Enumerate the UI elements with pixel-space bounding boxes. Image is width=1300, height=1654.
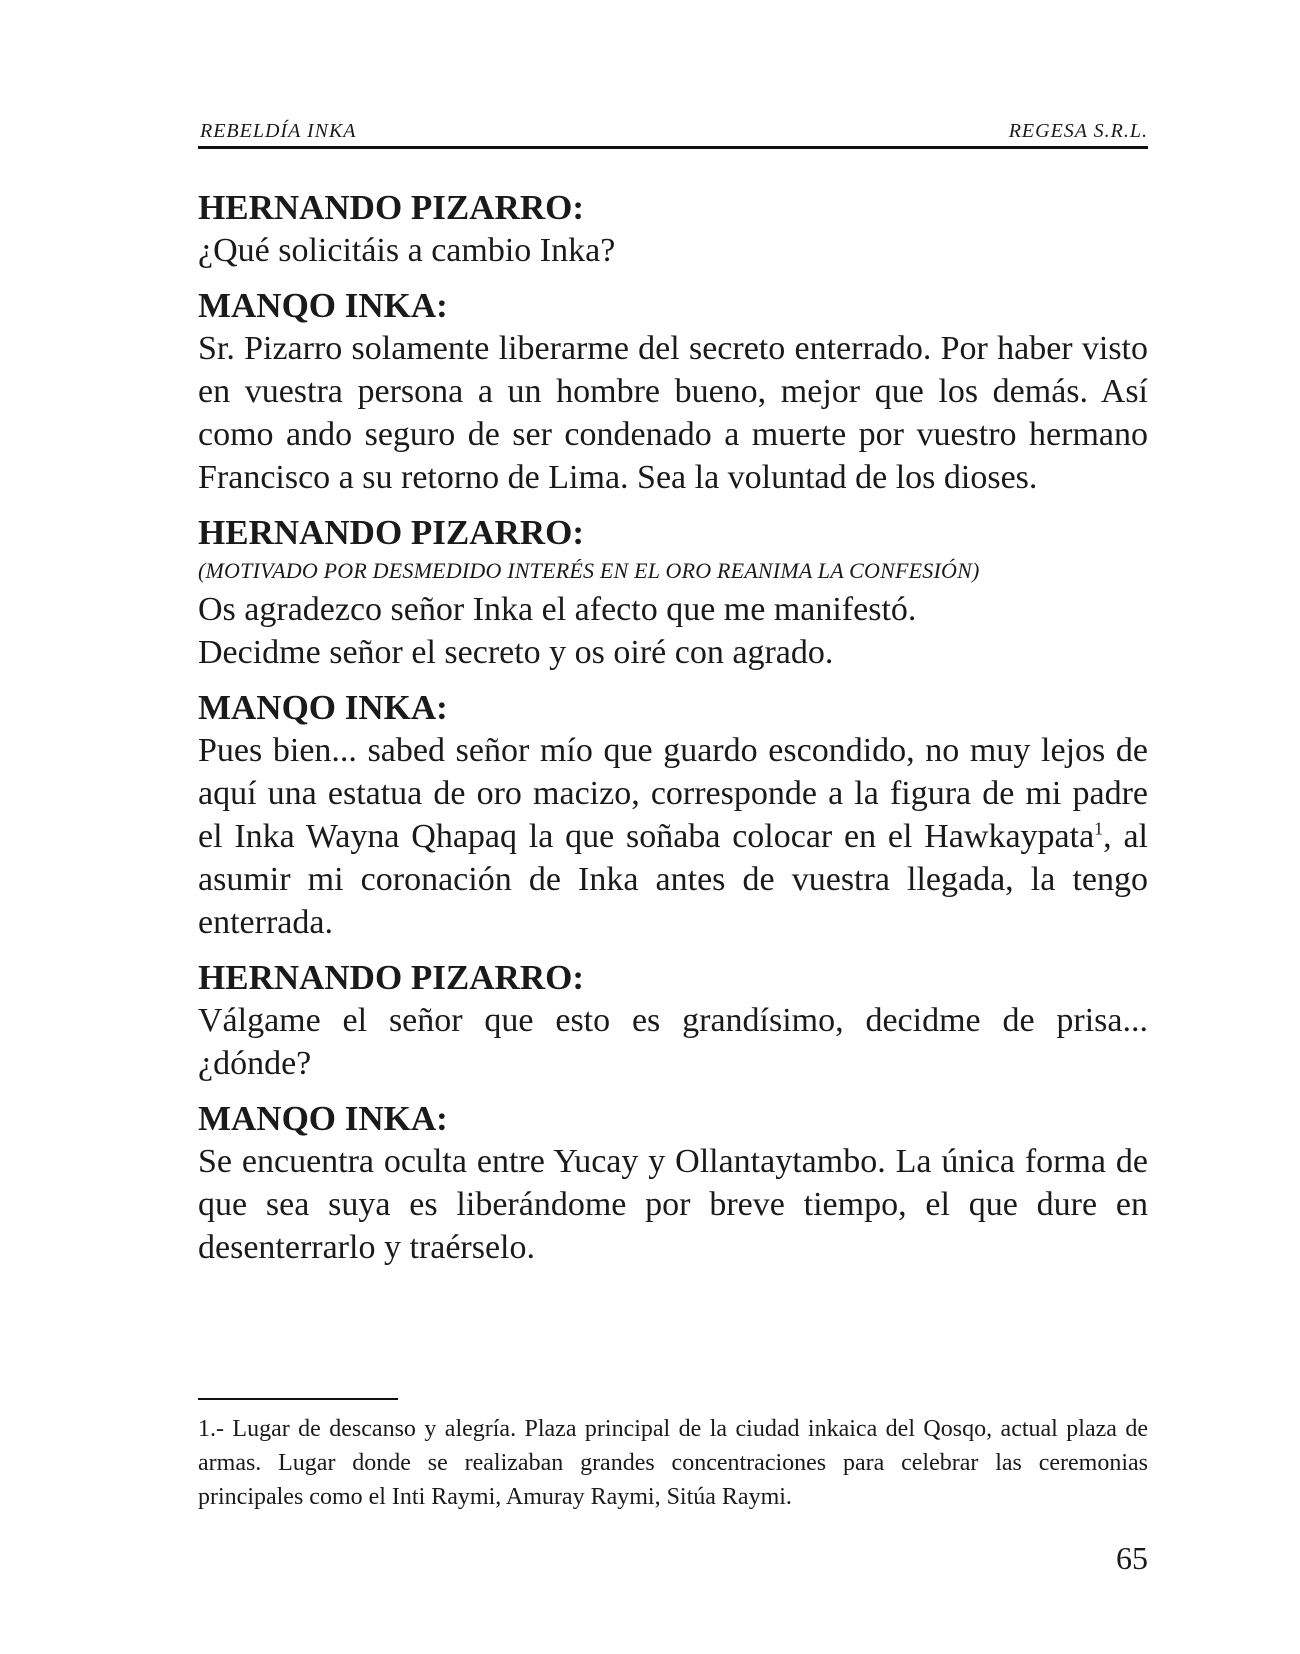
dialogue-block [198, 1097, 1148, 1269]
speech-text: Válgame el señor que esto es grandísimo, decidme de prisa... ¿dónde? [198, 1002, 1148, 1082]
speaker-name: HERNANDO PIZARRO: [198, 958, 584, 997]
speaker-name: HERNANDO PIZARRO: [198, 513, 584, 552]
dialogue-body [198, 186, 1148, 1281]
footnote-reference[interactable]: 1 [1094, 818, 1104, 839]
dialogue-block [198, 956, 1148, 1085]
speaker-name: MANQO INKA: [198, 1099, 448, 1138]
speech-line: Os agradezco señor Inka el afecto que me manifestó. [198, 591, 917, 628]
speech-text [198, 729, 1148, 944]
speech-text [198, 588, 1148, 674]
dialogue-block [198, 186, 1148, 272]
speaker-name: HERNANDO PIZARRO: [198, 188, 584, 227]
speaker-name: MANQO INKA: [198, 286, 448, 325]
speech-text: Se encuentra oculta entre Yucay y Ollantaytambo. La única forma de que sea suya es liberándome por breve tiempo, el que dure en desenterrarlo y traérselo. [198, 1143, 1148, 1266]
speech-line: Decidme señor el secreto y os oiré con agrado. [198, 634, 834, 671]
dialogue-block [198, 284, 1148, 499]
header-publisher: REGESA S.R.L. [1008, 120, 1148, 142]
dialogue-block [198, 686, 1148, 944]
speech-text: Sr. Pizarro solamente liberarme del secreto enterrado. Por haber visto en vuestra persona a un hombre bueno, mejor que los demás. Así como ando seguro de ser condenado a muerte por vuestro hermano Francisco a su retorno de Lima. Sea la voluntad de los dioses. [198, 330, 1148, 496]
stage-direction: (MOTIVADO POR DESMEDIDO INTERÉS EN EL ORO REANIMA LA CONFESIÓN) [198, 558, 980, 583]
page-number: 65 [1116, 1540, 1148, 1576]
speech-text: ¿Qué solicitáis a cambio Inka? [198, 232, 616, 269]
footnote-rule [198, 1398, 398, 1400]
speaker-name: MANQO INKA: [198, 688, 448, 727]
header-rule [198, 146, 1148, 149]
speech-text-part: Pues bien... sabed señor mío que guardo escondido, no muy lejos de aquí una estatua de oro macizo, corresponde a la figura de mi padre el Inka Wayna Qhapaq la que soñaba colocar en el Hawkaypata [198, 732, 1148, 855]
footnote: 1.- Lugar de descanso y alegría. Plaza principal de la ciudad inkaica del Qosqo, actual plaza de armas. Lugar donde se realizaban grandes concentraciones para celebrar las ceremonias principales como el Inti Raymi, Amuray Raymi, Sitúa Raymi. [198, 1416, 1148, 1510]
speech-text-part: , al asumir mi coronación de Inka antes de vuestra llegada, la tengo enterrada. [198, 818, 1149, 941]
header-book-title: REBELDÍA INKA [200, 120, 357, 142]
running-header [198, 120, 1148, 146]
dialogue-block [198, 511, 1148, 674]
